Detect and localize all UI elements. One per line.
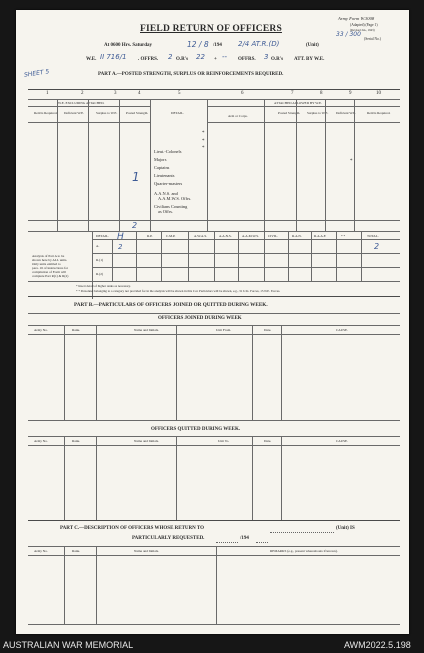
ors2-handwriting: 3 (264, 53, 269, 61)
rank-as-offrs: as Offrs. (158, 209, 174, 214)
part-c-head-rank: Rank. (72, 549, 81, 553)
head-reints-right: Rein'ts Required. (367, 111, 391, 115)
part-c-head-name: Name and Initials. (134, 549, 159, 553)
form-ref-line3: (Revised Jan., 1943) (350, 28, 375, 32)
row-a-handwriting: 2 (118, 243, 123, 251)
an-row-r1: R.(1) (96, 258, 104, 262)
part-c-head-army: Army No. (34, 549, 48, 553)
serial-handwriting: 33 / 300 (336, 31, 361, 38)
part-c-unit-blank (270, 532, 334, 533)
col-num-6: 6 (241, 91, 244, 96)
rank-majors: Majors (154, 157, 167, 162)
analysis-note-2: shown here by ALL units. (32, 258, 68, 262)
col-num-9: 9 (349, 91, 352, 96)
joined-head-unit: Unit From. (216, 328, 232, 332)
footer-left: AUSTRALIAN WAR MEMORIAL (3, 640, 134, 650)
part-b-title: PART B.—PARTICULARS OF OFFICERS JOINED OR QUITTED DURING WEEK. (74, 302, 268, 308)
col-num-4: 4 (138, 91, 141, 96)
ors-label: O.R's (176, 57, 189, 62)
rank-civilians: Civilians Counting (154, 204, 188, 209)
unit-label: (Unit) (306, 43, 319, 48)
offrs2-handwriting: -- (222, 53, 228, 61)
star-marker-4: * (350, 159, 353, 164)
an-row-a: A. (96, 244, 100, 248)
head-posted-right: Posted Strength. (278, 111, 301, 115)
part-a-title: PART A.—POSTED STRENGTH, SURPLUS OR REINFORCEMENTS REQUIRED. (98, 72, 284, 77)
att-label: ATT. BY W.E. (294, 57, 325, 62)
col-num-10: 10 (376, 91, 381, 96)
col-num-2: 2 (81, 91, 84, 96)
plus-sign: + (214, 57, 217, 62)
joined-title: OFFICERS JOINED DURING WEEK (158, 316, 242, 321)
joined-head-cause: CAUSE. (336, 328, 348, 332)
analysis-note-5: compilation of Form will (32, 270, 67, 274)
offrs2-label: OFFRS. (238, 57, 256, 62)
part-c-date-blank-1 (216, 542, 238, 543)
rank-captains: Captains (154, 165, 170, 170)
an-row-r2: R.(2) (96, 272, 104, 276)
quitted-head-unit: Unit To. (218, 439, 230, 443)
star-marker-3: * (202, 146, 205, 151)
joined-head-army: Army No. (34, 328, 48, 332)
head-reints-left: Rein'ts Required. (34, 111, 58, 115)
quitted-title: OFFICERS QUITTED DURING WEEK. (151, 427, 241, 432)
col-num-1: 1 (46, 91, 49, 96)
at-line: At 0600 Hrs. Saturday (104, 43, 153, 48)
analysis-note-3: Only units entitled to (32, 262, 61, 266)
joined-head-date: Date. (264, 328, 272, 332)
quitted-head-army: Army No. (34, 439, 48, 443)
offrs-handwriting: 2 (168, 53, 173, 61)
part-c-title-c: PARTICULARLY REQUESTED. (132, 536, 205, 541)
star-marker-1: * (202, 131, 205, 136)
footer-bar (0, 637, 424, 653)
head-posted-left: Posted Strength. (126, 111, 149, 115)
part-c-date-blank-2 (256, 542, 268, 543)
col4-handwriting: 1 (132, 170, 140, 184)
part-c-head-remarks: REMARKS (e.g., present whereabouts if known). (270, 549, 338, 553)
ors-handwriting: 22 (196, 53, 205, 61)
an-head-detail: DETAIL. (96, 234, 109, 238)
head-surplus-right: Surplus to W.E. (307, 111, 329, 115)
we-label: W.E. (86, 57, 97, 62)
form-title: FIELD RETURN OF OFFICERS (140, 24, 282, 34)
ors2-label: O.R's (271, 57, 284, 62)
joined-head-rank: Rank. (72, 328, 81, 332)
rank-aans: A.A.N.S. and (154, 191, 178, 196)
star-marker-2: * (202, 139, 205, 144)
an-head-aamws: A.A.M.W.S. (242, 234, 259, 238)
an-head-other: * * (341, 234, 346, 238)
an-head-awas: A.W.A.S. (194, 234, 208, 238)
head-deficient-left: Deficient W.E. (64, 111, 85, 115)
unit-handwriting: 2/4 AT.R.(D) (238, 40, 280, 48)
offrs-label: . OFFRS. (138, 57, 159, 62)
head-surplus-left: Surplus to W.E. (96, 111, 118, 115)
quitted-head-rank: Rank. (72, 439, 81, 443)
quitted-head-name: Name and Initials. (134, 439, 159, 443)
part-c-title-b: (Unit) IS (336, 526, 355, 531)
form-ref-line1: Army Form W.3008 (338, 16, 375, 21)
rank-aamws: A.A.M.W.S. Offrs. (158, 196, 192, 201)
head-deficient-right: Deficient W.E. (336, 111, 357, 115)
analysis-note-6: complete Part R(1) & R(2) (32, 274, 69, 278)
rank-qm: Quarter-masters (154, 181, 183, 186)
col-num-5: 5 (178, 91, 181, 96)
quitted-head-cause: CAUSE. (336, 439, 348, 443)
total-handwriting: 2 (132, 221, 138, 230)
quitted-head-date: Date. (264, 439, 272, 443)
an-head-raaf: R.A.A.F. (314, 234, 327, 238)
we-excluding-header: W.E. EXCLUDING ATTACHED. (58, 101, 105, 105)
detail-handwriting: H (117, 232, 124, 242)
an-head-ran: R.A.N. (292, 234, 302, 238)
footer-right: AWM2022.5.198 (344, 640, 411, 650)
part-c-title-a: PART C.—DESCRIPTION OF OFFICERS WHOSE RETURN TO (60, 526, 205, 531)
part-c-title-d: /194 (240, 536, 249, 541)
serial-label: (Serial No.) (364, 37, 381, 41)
attached-allowed-header: ATTACHED ALLOWED BY W.E. (274, 101, 322, 105)
form-ref-line2: (Adapted) (Page 1) (350, 23, 378, 27)
analysis-note-4: para. 16 of instructions for (32, 266, 69, 270)
analysis-note-1: Analysis of Part A to be (32, 254, 65, 258)
rank-lt-col: Lieut.-Colonels (154, 149, 182, 154)
an-head-civil: CIVIL. (268, 234, 278, 238)
joined-head-name: Name and Initials. (134, 328, 159, 332)
an-head-total: TOTAL. (367, 234, 379, 238)
at-year: /194 (213, 43, 222, 48)
rank-lieutenants: Lieutenants (154, 173, 175, 178)
col-num-7: 7 (291, 91, 294, 96)
head-arm-corps: Arm or Corps. (228, 114, 248, 118)
grand-total-handwriting: 2 (374, 242, 380, 251)
an-head-rp: R.P. (147, 234, 153, 238)
detail-header: DETAIL. (171, 111, 184, 115)
sheet-handwriting: SHEET 5 (23, 68, 50, 79)
footnote-1: * Insert detail of higher ranks as necessary. (76, 284, 131, 288)
an-head-cmp: C.M.P. (166, 234, 176, 238)
an-head-aans: A.A.N.S. (219, 234, 232, 238)
date-handwriting: 12 / 8 (187, 40, 209, 49)
form-sheet (16, 10, 409, 634)
col-num-8: 8 (320, 91, 323, 96)
footnote-2: * * Personnel belonging to a category not provided for in the analysis will be shown in this Col. Particulars will be shown, e.g., 31 U.K. Forces, 15 N.E. Forces. (76, 289, 281, 293)
we-handwriting: II 716/1 (100, 53, 127, 61)
col-num-3: 3 (114, 91, 117, 96)
